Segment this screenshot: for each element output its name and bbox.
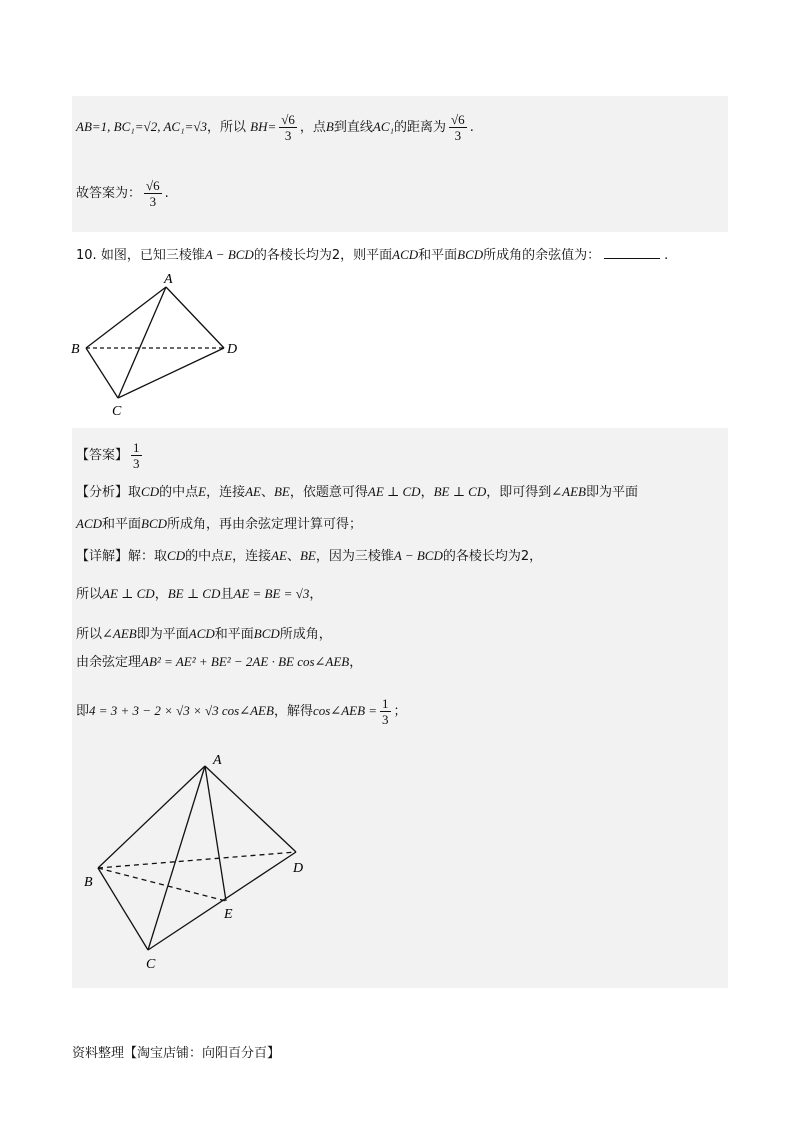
vertex-label-a: A [164,272,173,287]
edge-bc [86,348,118,398]
question-number: 10. [76,248,97,263]
fraction-distance: $\frac{√6}{3}$ [451,112,465,143]
edge-bc-2 [98,868,148,950]
detail-line-2: 所以AE ⊥ CD，BE ⊥ CD且AE = BE = √3， [76,586,323,602]
analysis-tag: 【分析】 [76,485,129,500]
detail-line-4: 由余弦定理AB² = AE² + BE² − 2AE · BE cos∠AEB， [76,654,363,670]
vertex-label-d-2: D [293,861,304,876]
detail-line-5: 即4 = 3 + 3 − 2 × √3 × √3 cos∠AEB，解得cos∠AEB = $\frac{1}{3}$ ； [76,696,407,727]
edge-ad [166,287,224,348]
detail-tag: 【详解】 [76,549,129,564]
edge-be-hidden-2 [98,868,226,901]
solution-line-2: 故答案为： $\frac{√6}{3}$ . [76,178,169,209]
vertex-label-c: C [112,404,122,419]
edge-cd-2 [148,852,296,950]
edge-ae-2 [205,766,226,901]
answer-tag: 【答案】 [76,448,129,463]
vertex-label-b: B [71,342,80,357]
tetrahedron-figure-1 [66,270,256,420]
math-lengths: AB=1, BC₁=√2, AC₁=√3 [76,119,207,134]
answer-fraction: $\frac{1}{3}$ [133,440,140,471]
question-10: 10. 如图，已知三棱锥A − BCD的各棱长均为2，则平面ACD和平面BCD所成角的余弦值为： . [76,244,668,266]
vertex-label-b-2: B [84,875,93,890]
answer-line [76,440,145,471]
detail-line-3: 所以∠AEB即为平面ACD和平面BCD所成角， [76,626,332,642]
result-fraction: $\frac{1}{3}$ [382,696,389,727]
fraction-sqrt6-3: $\frac{√6}{3}$ [281,112,295,143]
answer-blank [604,244,660,259]
analysis-line-1: 【分析】取CD的中点E，连接AE、BE，依题意可得AE ⊥ CD，BE ⊥ CD，即可得到∠AEB即为平面 [76,484,638,500]
solution-line-1: AB=1, BC₁=√2, AC₁=√3，所以 BH= $\frac{√6}{3}$ ，点B到直线AC₁的距离为 $\frac{√6}{3}$ . [76,112,474,143]
edge-ab [86,287,166,348]
vertex-label-a-2: A [213,753,222,768]
tetrahedron-figure-2 [80,746,330,976]
edge-ac [118,287,166,398]
vertex-label-d: D [227,342,238,357]
detail-line-1: 【详解】解：取CD的中点E，连接AE、BE，因为三棱锥A − BCD的各棱长均为2， [76,548,543,564]
footer-text: 资料整理【淘宝店铺：向阳百分百】 [72,1046,281,1061]
vertex-label-c-2: C [146,957,156,972]
point-label-e-2: E [224,907,233,922]
analysis-line-2: ACD和平面BCD所成角，再由余弦定理计算可得； [76,516,363,532]
edge-ad-2 [205,766,296,852]
fraction-answer-prev: $\frac{√6}{3}$ [146,178,160,209]
edge-bd-hidden-2 [98,852,296,868]
edge-cd [118,348,224,398]
math-bh: BH= [250,119,277,134]
